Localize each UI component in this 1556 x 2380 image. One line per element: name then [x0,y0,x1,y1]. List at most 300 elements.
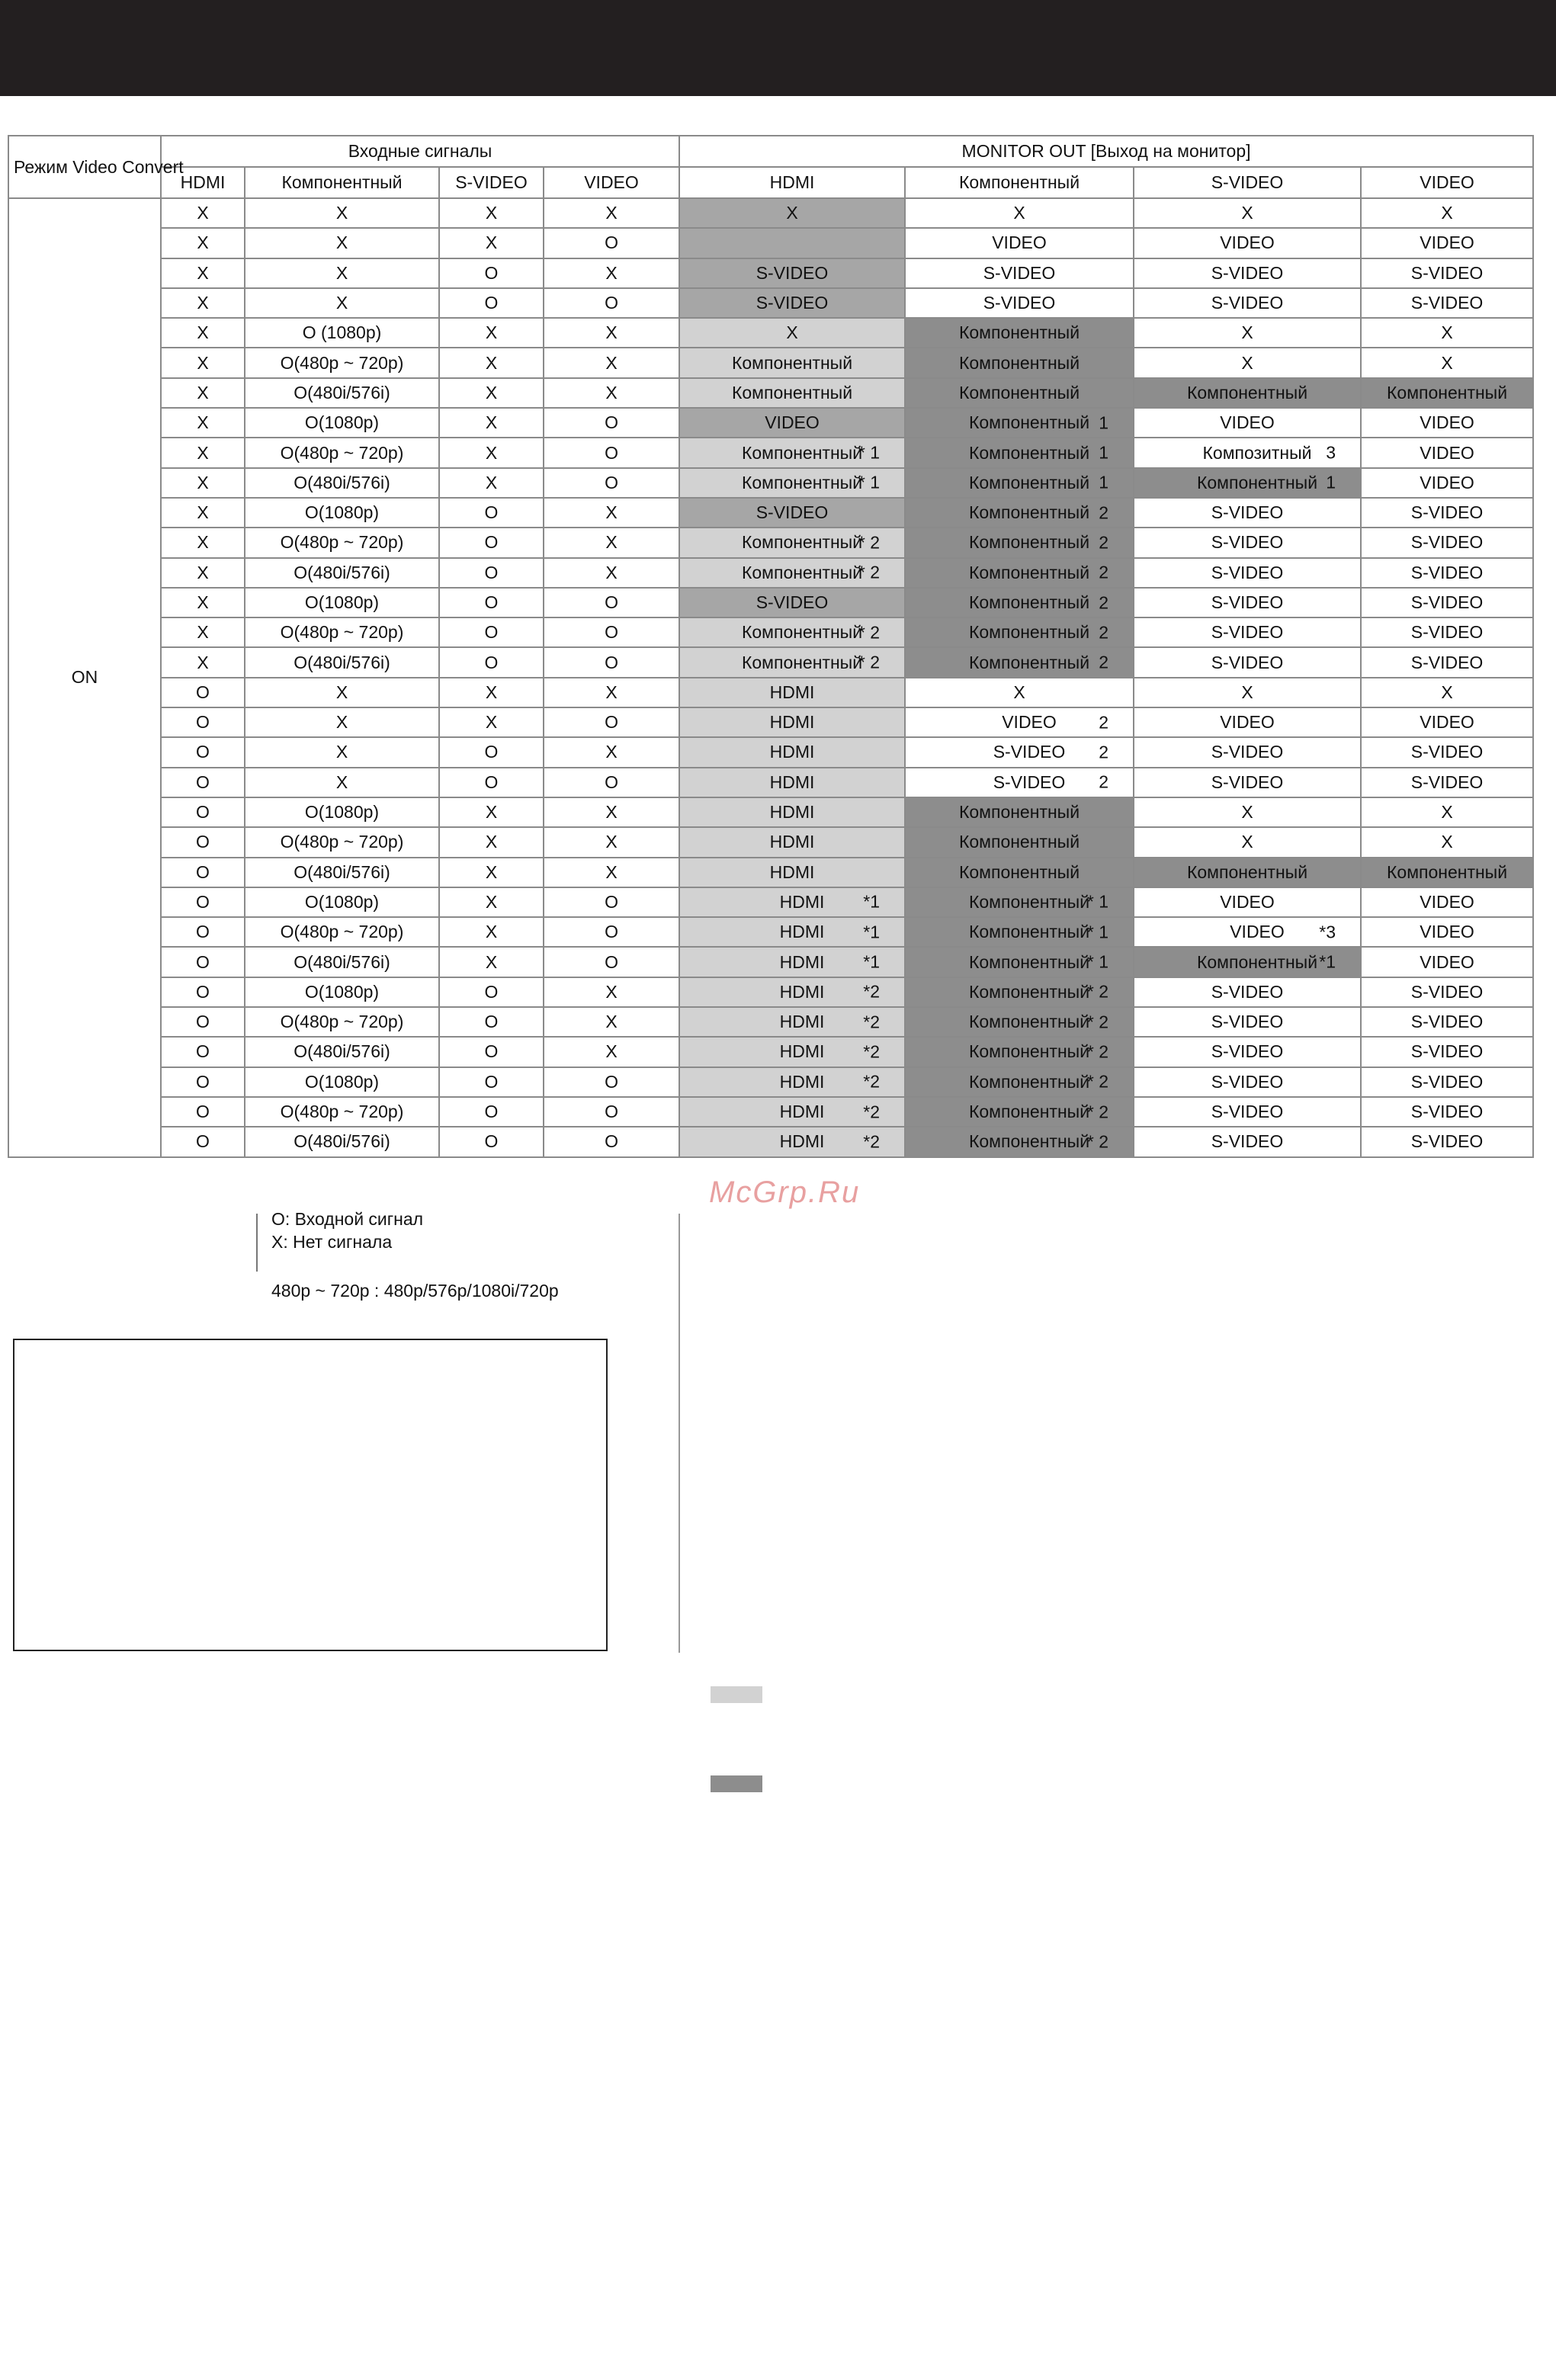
output-cell [905,947,1134,977]
input-cell: O(480p ~ 720p) [245,617,439,647]
table-row [8,617,1533,647]
column-divider [679,1214,680,1653]
input-cell: O [544,228,679,258]
input-cell: O [161,1097,245,1127]
input-cell: X [245,737,439,767]
output-cell [1134,768,1361,797]
output-cell-text: VIDEO [1420,951,1474,972]
output-cell-text: Компонентный [1387,861,1508,882]
footnote-marker: * 2 [1086,1012,1109,1032]
table-row [8,647,1533,677]
footnote-marker: * 2 [858,652,881,672]
output-cell [679,228,905,258]
output-cell-text: HDMI [779,1071,825,1092]
input-cell: X [544,498,679,528]
input-cell: O [439,768,544,797]
output-cell [905,408,1134,438]
output-cell [1134,378,1361,408]
input-col-component: Компонентный [245,167,439,198]
input-cell: X [161,528,245,557]
input-col-video: VIDEO [544,167,679,198]
output-cell-text: X [1441,682,1453,702]
input-cell: O(480i/576i) [245,468,439,498]
output-cell [905,737,1134,767]
input-cell: O [161,678,245,707]
output-cell-text: S-VIDEO [1410,771,1484,792]
footnote-marker: 1 [1099,472,1109,492]
output-cell [905,678,1134,707]
input-cell: O [439,737,544,767]
output-cell [1361,288,1533,318]
output-cell-text: Компонентный [968,1131,1090,1152]
output-cell [905,858,1134,887]
output-cell [1361,1127,1533,1156]
output-cell-text: HDMI [769,861,815,882]
input-cell: O(1080p) [245,1067,439,1097]
input-cell: O(480p ~ 720p) [245,528,439,557]
output-cell-text: VIDEO [1420,712,1474,733]
output-cell [1134,318,1361,348]
output-cell-text: Компонентный [968,562,1090,582]
output-cell-text: X [1241,682,1253,702]
output-cell-text: Компонентный [968,981,1090,1002]
output-cell [1361,917,1533,947]
output-cell-text: HDMI [779,1041,825,1062]
table-row [8,1127,1533,1156]
input-cell: X [161,438,245,467]
input-cell: X [544,678,679,707]
output-cell-text: X [1013,203,1025,223]
output-cell-text: Компонентный [741,652,863,672]
output-cell-text: S-VIDEO [1410,742,1484,762]
output-cell [1134,678,1361,707]
output-cell-text: Компонентный [968,442,1090,463]
footnote-marker: * 2 [858,622,881,643]
output-cell-text: HDMI [769,771,815,792]
output-cell-text: S-VIDEO [1410,532,1484,553]
output-cell [905,288,1134,318]
swatch-light-gray [711,1686,762,1703]
output-cell [1361,797,1533,827]
input-cell: X [439,378,544,408]
footnote-marker: * 1 [858,442,881,463]
output-cell [1134,588,1361,617]
output-cell-text: S-VIDEO [1410,652,1484,672]
output-cell [905,797,1134,827]
footnote-marker: *2 [863,1131,881,1152]
output-cell [905,917,1134,947]
output-cell-text: S-VIDEO [1211,562,1284,582]
output-cell [1361,858,1533,887]
input-cell: X [439,947,544,977]
output-cell-text: X [1441,352,1453,373]
output-cell [1361,1007,1533,1037]
output-cell [679,198,905,228]
footnote-marker: 2 [1099,562,1109,582]
input-cell: O [161,797,245,827]
output-cell-text: Компонентный [958,832,1080,852]
input-cell: O(1080p) [245,887,439,917]
input-cell: O [544,1127,679,1156]
output-cell [1361,198,1533,228]
output-cell [679,678,905,707]
output-cell [1134,528,1361,557]
footnote-marker: 2 [1099,592,1109,612]
input-cell: O [544,1097,679,1127]
swatch-dark-gray [711,1775,762,1792]
footnote-marker: 3 [1326,442,1336,463]
footnote-marker: *2 [863,1012,881,1032]
output-cell-text: Компонентный [968,412,1090,433]
input-cell: X [544,827,679,857]
footnote-marker: 2 [1099,771,1109,792]
output-cell-text: S-VIDEO [993,742,1066,762]
table-row [8,947,1533,977]
output-cell [905,827,1134,857]
input-cell: O [439,617,544,647]
header-row-groups [8,136,1533,167]
output-cell-text: Композитный [1202,442,1312,463]
input-cell: X [161,258,245,288]
input-cell: O [161,947,245,977]
output-cell-text: X [786,322,798,343]
input-cell: X [439,917,544,947]
input-cell: O (1080p) [245,318,439,348]
output-cell-text: S-VIDEO [993,771,1066,792]
output-cell [905,468,1134,498]
input-cell: X [439,348,544,377]
output-cell-text: S-VIDEO [756,502,829,523]
output-cell-text: HDMI [779,981,825,1002]
input-cell: X [544,318,679,348]
input-cell: X [161,378,245,408]
output-cell-text: VIDEO [992,233,1047,253]
output-cell [1361,318,1533,348]
output-cell-text: X [1441,802,1453,823]
footnote-marker: * 1 [1086,951,1109,972]
input-cell: O [161,887,245,917]
output-cell-text: S-VIDEO [1211,622,1284,643]
output-cell [1361,228,1533,258]
footnote-marker: *3 [1319,922,1336,942]
output-cell-text: S-VIDEO [1410,592,1484,612]
output-cell [1361,737,1533,767]
input-cell: O(1080p) [245,408,439,438]
output-cell [1134,228,1361,258]
output-cell-text: HDMI [779,951,825,972]
output-cell [1361,258,1533,288]
output-cell [1361,378,1533,408]
output-cell [1134,558,1361,588]
input-cell: X [439,408,544,438]
mode-value: ON [8,198,161,1157]
output-cell-text: HDMI [779,1012,825,1032]
input-cell: X [544,258,679,288]
input-cell: X [245,228,439,258]
output-cell [905,438,1134,467]
footnote-marker: 1 [1099,442,1109,463]
output-cell [1361,528,1533,557]
output-cell [905,498,1134,528]
input-cell: O [161,1127,245,1156]
output-cell-text: HDMI [779,1131,825,1152]
output-cell [679,498,905,528]
output-cell [1134,827,1361,857]
output-cell-text: VIDEO [1220,412,1275,433]
output-cell-text: Компонентный [741,472,863,492]
output-cell [1134,977,1361,1007]
footnote-marker: 2 [1099,712,1109,733]
output-cell-text: S-VIDEO [1211,532,1284,553]
input-cell: O(480p ~ 720p) [245,438,439,467]
input-cell: X [245,258,439,288]
output-cell-text: HDMI [769,682,815,702]
input-cell: X [544,737,679,767]
output-cell-text: VIDEO [1220,233,1275,253]
input-cell: X [439,858,544,887]
input-cell: X [544,378,679,408]
output-cell-text: X [1241,352,1253,373]
output-cell-text: S-VIDEO [1211,652,1284,672]
input-cell: O(480i/576i) [245,558,439,588]
output-cell-text: S-VIDEO [1211,502,1284,523]
output-cell [1134,797,1361,827]
footnote-marker: *1 [863,951,881,972]
output-cell-text: Компонентный [741,562,863,582]
output-cell [1134,498,1361,528]
output-cell-text: S-VIDEO [1410,293,1484,313]
table-row [8,797,1533,827]
input-cell: O [161,1067,245,1097]
output-cell-text: VIDEO [1220,891,1275,912]
top-header-bar [0,0,1556,96]
output-cell-text: VIDEO [1220,712,1275,733]
output-cell [679,1037,905,1067]
output-cell [679,348,905,377]
input-cell: X [161,348,245,377]
input-cell: O [439,1007,544,1037]
output-cell-text: Компонентный [968,1041,1090,1062]
input-cell: X [544,558,679,588]
table-row [8,288,1533,318]
output-cell-text: S-VIDEO [1211,771,1284,792]
input-cell: X [544,348,679,377]
output-cell [1361,887,1533,917]
output-cell-text: S-VIDEO [1211,742,1284,762]
footnote-marker: 2 [1099,622,1109,643]
output-cell [1134,438,1361,467]
output-cell-text: Компонентный [968,1071,1090,1092]
output-cell-text: HDMI [769,712,815,733]
table-row [8,498,1533,528]
output-cell [905,1067,1134,1097]
table-row [8,768,1533,797]
output-cell [679,408,905,438]
input-cell: O(480p ~ 720p) [245,348,439,377]
input-cell: O [439,288,544,318]
output-cell [1134,737,1361,767]
output-cell-text: HDMI [779,891,825,912]
output-cell-text: HDMI [769,832,815,852]
output-cell-text: S-VIDEO [1211,1071,1284,1092]
input-cell: X [161,468,245,498]
input-cell: O [544,438,679,467]
output-cell [679,1097,905,1127]
footnote-marker: *2 [863,981,881,1002]
input-cell: O(480i/576i) [245,378,439,408]
output-cell-text: S-VIDEO [1410,562,1484,582]
output-cell-text: Компонентный [968,1012,1090,1032]
footnote-marker: *1 [863,891,881,912]
output-cell [679,438,905,467]
output-cell-text: S-VIDEO [1410,262,1484,283]
output-cell [905,558,1134,588]
input-cell: X [245,707,439,737]
footnote-marker: * 2 [1086,1041,1109,1062]
input-cell: X [161,228,245,258]
output-cell [679,318,905,348]
output-cell [1361,438,1533,467]
input-cell: X [544,977,679,1007]
output-cell [1134,468,1361,498]
output-cell-text: S-VIDEO [1410,502,1484,523]
table-row [8,228,1533,258]
output-cell-text: Компонентный [741,622,863,643]
output-cell [1361,558,1533,588]
output-cell [1361,1037,1533,1067]
output-cell-text: S-VIDEO [1410,1071,1484,1092]
output-col-video: VIDEO [1361,167,1533,198]
output-cell [905,977,1134,1007]
output-cell [679,737,905,767]
input-cell: O(480p ~ 720p) [245,1097,439,1127]
video-convert-table [8,135,1534,1158]
output-cell-text: X [786,203,798,223]
input-cell: X [439,228,544,258]
table-row [8,917,1533,947]
output-cell [1361,827,1533,857]
output-cell [679,647,905,677]
input-cell: X [439,198,544,228]
input-cell: X [439,318,544,348]
output-cell [905,258,1134,288]
input-cell: O [439,258,544,288]
input-cell: O(1080p) [245,588,439,617]
input-cell: O [544,1067,679,1097]
input-cell: X [439,707,544,737]
output-cell [905,348,1134,377]
output-cell-text: Компонентный [958,382,1080,403]
input-group-header: Входные сигналы [161,136,679,167]
input-cell: O [161,827,245,857]
footnote-marker: 1 [1099,412,1109,433]
output-cell-text: S-VIDEO [1410,1012,1484,1032]
output-cell [679,917,905,947]
table-row [8,1067,1533,1097]
table-row [8,707,1533,737]
output-cell-text: HDMI [769,742,815,762]
output-cell-text: S-VIDEO [1410,1131,1484,1152]
output-cell-text: VIDEO [765,412,820,433]
output-cell [1134,1127,1361,1156]
input-cell: O [544,707,679,737]
input-col-svideo: S-VIDEO [439,167,544,198]
output-cell [1134,917,1361,947]
output-cell-text: S-VIDEO [756,293,829,313]
input-cell: O [161,707,245,737]
output-col-component: Компонентный [905,167,1134,198]
input-cell: X [544,1007,679,1037]
output-cell [905,1127,1134,1156]
footnote-marker: 2 [1099,532,1109,553]
output-cell [1134,1097,1361,1127]
output-cell-text: S-VIDEO [1410,622,1484,643]
output-cell-text: Компонентный [968,951,1090,972]
output-cell-text: Компонентный [968,622,1090,643]
footnote-marker: * 2 [1086,1131,1109,1152]
input-cell: X [161,647,245,677]
input-cell: O [544,917,679,947]
output-cell-text: S-VIDEO [756,262,829,283]
footnote-marker: * 2 [1086,1071,1109,1092]
table-row [8,348,1533,377]
table-row [8,737,1533,767]
output-cell-text: VIDEO [1420,922,1474,942]
output-cell-text: Компонентный [968,891,1090,912]
output-cell [679,887,905,917]
table-row [8,827,1533,857]
footnote-marker: *2 [863,1041,881,1062]
input-cell: O(480i/576i) [245,647,439,677]
output-cell [1361,588,1533,617]
output-cell [905,1097,1134,1127]
output-cell [679,528,905,557]
output-cell-text: Компонентный [968,592,1090,612]
input-cell: O [161,1037,245,1067]
output-cell-text: X [1441,322,1453,343]
mode-header: Режим Video Convert [8,136,161,198]
output-cell [679,558,905,588]
input-cell: O(480i/576i) [245,1037,439,1067]
output-cell [1361,947,1533,977]
input-cell: X [245,768,439,797]
output-cell-text: Компонентный [1186,861,1308,882]
table-row [8,588,1533,617]
table-row [8,408,1533,438]
input-cell: O [544,647,679,677]
output-col-hdmi: HDMI [679,167,905,198]
table-row [8,1037,1533,1067]
output-col-svideo: S-VIDEO [1134,167,1361,198]
note-box [13,1339,608,1651]
output-cell [905,318,1134,348]
input-cell: O [439,647,544,677]
input-cell: O(1080p) [245,797,439,827]
header-row-columns [8,167,1533,198]
input-cell: O(480i/576i) [245,1127,439,1156]
output-cell [679,1007,905,1037]
input-cell: O(480i/576i) [245,947,439,977]
output-cell-text: S-VIDEO [983,293,1056,313]
output-cell-text: VIDEO [1420,891,1474,912]
input-cell: O [161,1007,245,1037]
watermark: McGrp.Ru [709,1176,861,1209]
output-cell-text: HDMI [779,922,825,942]
input-cell: X [439,678,544,707]
output-cell-text: HDMI [779,1102,825,1122]
input-cell: O [544,617,679,647]
output-cell [1134,647,1361,677]
